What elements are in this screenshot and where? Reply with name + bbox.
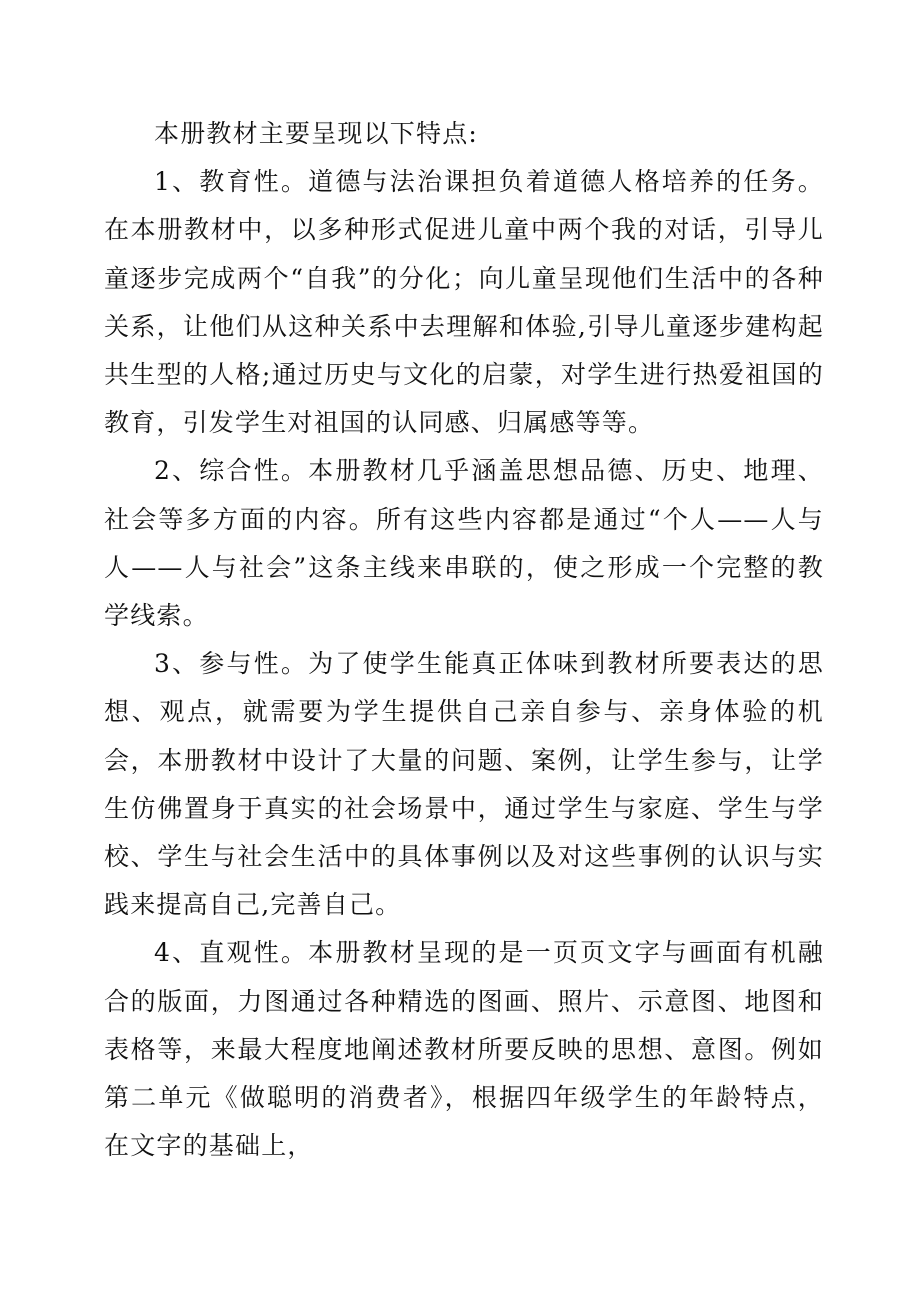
intro-paragraph: 本册教材主要呈现以下特点: xyxy=(154,119,479,148)
point-4-intuitive-paragraph: 4、直观性。本册教材呈现的是一页页文字与画面有机融合的版面，力图通过各种精选的图画、照片、示意图、地图和表格等，来最大程度地阐述教材所要反映的思想、意图。例如第二单元《做聪明的消费者》，根据四年级学生的年龄特点，在文字的基础上， xyxy=(104,938,824,1161)
point-3-participation-paragraph: 3、参与性。为了使学生能真正体味到教材所要表达的思想、观点，就需要为学生提供自己亲自参与、亲身体验的机会，本册教材中设计了大量的问题、案例，让学生参与，让学生仿佛置身于真实的社会场景中，通过学生与家庭、学生与学校、学生与社会生活中的具体事例以及对这些事例的认识与实践来提高自己,完善自己。 xyxy=(104,649,824,920)
point-2-comprehensive-paragraph: 2、综合性。本册教材几乎涵盖思想品德、历史、地理、社会等多方面的内容。所有这些内容都是通过“个人——人与人——人与社会”这条主线来串联的，使之形成一个完整的教学线索。 xyxy=(104,456,824,631)
point-1-education-paragraph: 1、教育性。道德与法治课担负着道德人格培养的任务。在本册教材中，以多种形式促进儿童中两个我的对话，引导儿童逐步完成两个“自我”的分化；向儿童呈现他们生活中的各种关系，让他们从这种关系中去理解和体验,引导儿童逐步建构起共生型的人格;通过历史与文化的启蒙，对学生进行热爱祖国的教育，引发学生对祖国的认同感、归属感等等。 xyxy=(104,167,824,438)
document-body xyxy=(104,110,824,1170)
